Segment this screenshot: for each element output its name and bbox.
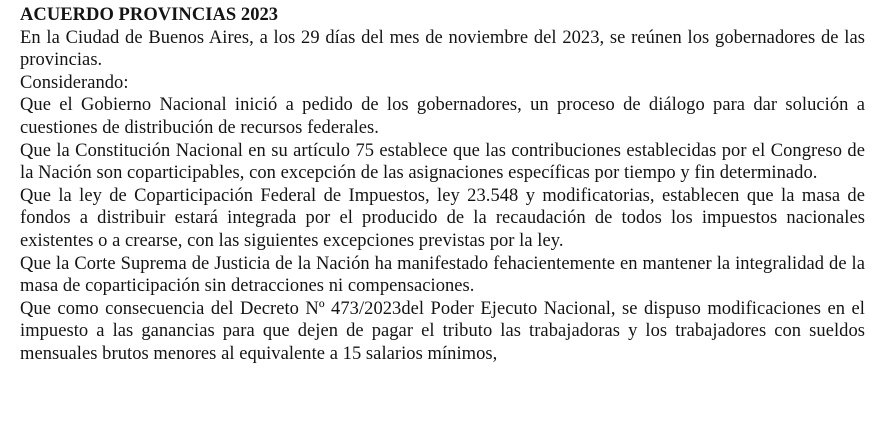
considering-label: Considerando: [20, 72, 129, 93]
intro-paragraph: En la Ciudad de Buenos Aires, a los 29 días del mes de noviembre del 2023, se reúnen los gobernadores de las provincias. [20, 27, 865, 71]
document-body [20, 4, 865, 366]
considering-paragraph-3: Que la ley de Coparticipación Federal de Impuestos, ley 23.548 y modificatorias, establecen que la masa de fondos a distribuir estará integrada por el producido de la recaudación de todos los impuestos nacionales existentes o a crearse, con las siguientes excepciones previstas por la ley. [20, 185, 865, 251]
considering-paragraph-2: Que la Constitución Nacional en su artículo 75 establece que las contribuciones establecidas por el Congreso de la Nación son coparticipables, con excepción de las asignaciones específicas por tiempo y fin determinado. [20, 140, 865, 184]
considering-paragraph-5: Que como consecuencia del Decreto Nº 473/2023del Poder Ejecuto Nacional, se dispuso modificaciones en el impuesto a las ganancias para que dejen de pagar el tributo las trabajadoras y los trabajadores con sueldos mensuales brutos menores al equivalente a 15 salarios mínimos, [20, 298, 865, 364]
considering-paragraph-1: Que el Gobierno Nacional inició a pedido de los gobernadores, un proceso de diálogo para dar solución a cuestiones de distribución de recursos federales. [20, 95, 865, 138]
considering-paragraph-4: Que la Corte Suprema de Justicia de la Nación ha manifestado fehacientemente en mantener la integralidad de la masa de coparticipación sin detracciones ni compensaciones. [20, 253, 865, 297]
document-title: ACUERDO PROVINCIAS 2023 [20, 5, 279, 25]
